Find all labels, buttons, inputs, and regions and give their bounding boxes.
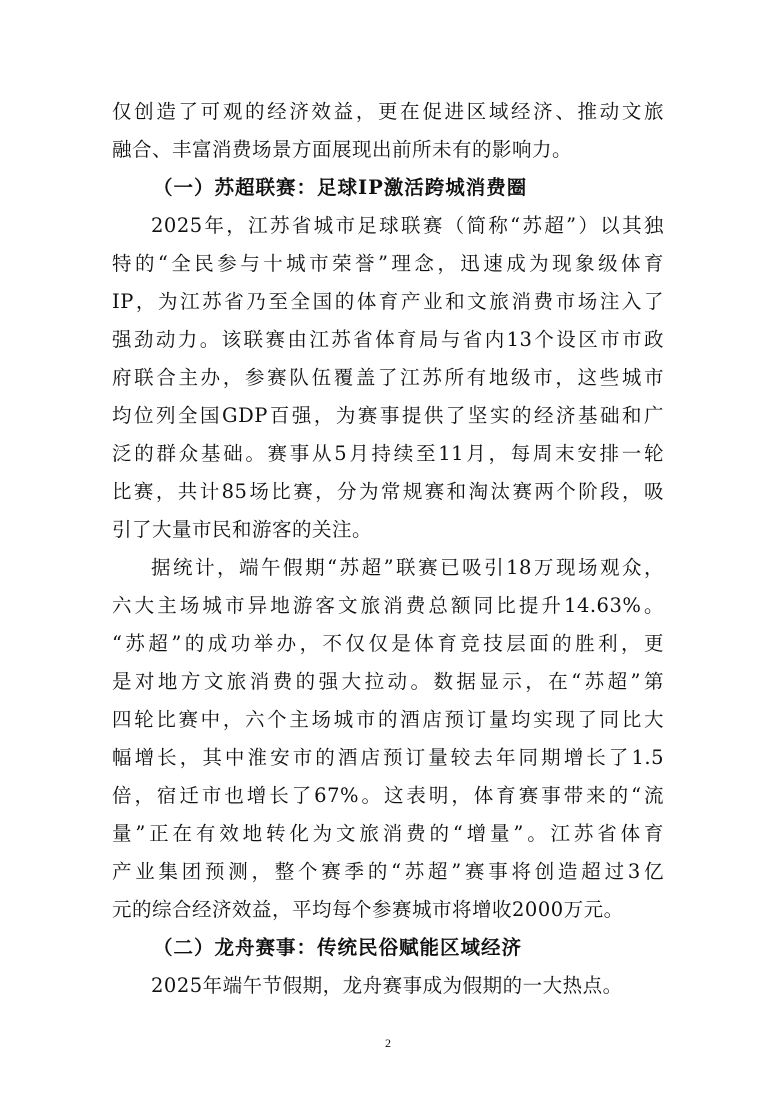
paragraph-3-line: 2025年端午节假期，龙舟赛事成为假期的一大热点。 [151,974,623,997]
paragraph-1-line: 比赛，共计85场比赛，分为常规赛和淘汰赛两个阶段，吸 [112,480,664,503]
section-heading-1: （一）苏超联赛：足球IP激活跨城消费圈 [153,176,528,199]
section-heading-2: （二）龙舟赛事：传统民俗赋能区域经济 [153,936,523,959]
paragraph-2-line: 幅增长，其中淮安市的酒店预订量较去年同期增长了1.5 [112,746,664,769]
paragraph-2-line: 产业集团预测，整个赛季的“苏超”赛事将创造超过3亿 [112,860,664,883]
paragraph-2-line: 六大主场城市异地游客文旅消费总额同比提升14.63%。 [112,594,664,617]
paragraph-1-line: 特的“全民参与十城市荣誉”理念，迅速成为现象级体育 [112,252,664,275]
body-text-line: 融合、丰富消费场景方面展现出前所未有的影响力。 [112,138,573,161]
paragraph-2-line: 量”正在有效地转化为文旅消费的“增量”。江苏省体育 [112,822,664,845]
paragraph-1-line: 强劲动力。该联赛由江苏省体育局与省内13个设区市市政 [112,328,664,351]
paragraph-1-line: IP，为江苏省乃至全国的体育产业和文旅消费市场注入了 [112,290,664,313]
paragraph-1-line: 2025年，江苏省城市足球联赛（简称“苏超”）以其独 [151,214,664,237]
paragraph-2-line: 据统计，端午假期“苏超”联赛已吸引18万现场观众， [151,556,664,579]
body-text-line: 仅创造了可观的经济效益，更在促进区域经济、推动文旅 [112,100,664,123]
paragraph-1-line: 引了大量市民和游客的关注。 [112,518,373,541]
paragraph-2-line: 元的综合经济效益，平均每个参赛城市将增收2000万元。 [112,898,624,921]
paragraph-1-line: 泛的群众基础。赛事从5月持续至11月，每周末安排一轮 [112,442,664,465]
paragraph-2-line: “苏超”的成功举办，不仅仅是体育竞技层面的胜利，更 [112,632,664,655]
page-number: 2 [385,1036,391,1050]
paragraph-2-line: 是对地方文旅消费的强大拉动。数据显示，在“苏超”第 [112,670,664,693]
paragraph-1-line: 均位列全国GDP百强，为赛事提供了坚实的经济基础和广 [112,404,664,427]
paragraph-2-line: 倍，宿迁市也增长了67%。这表明，体育赛事带来的“流 [112,784,664,807]
paragraph-2-line: 四轮比赛中，六个主场城市的酒店预订量均实现了同比大 [112,708,664,731]
paragraph-1-line: 府联合主办，参赛队伍覆盖了江苏所有地级市，这些城市 [112,366,664,389]
